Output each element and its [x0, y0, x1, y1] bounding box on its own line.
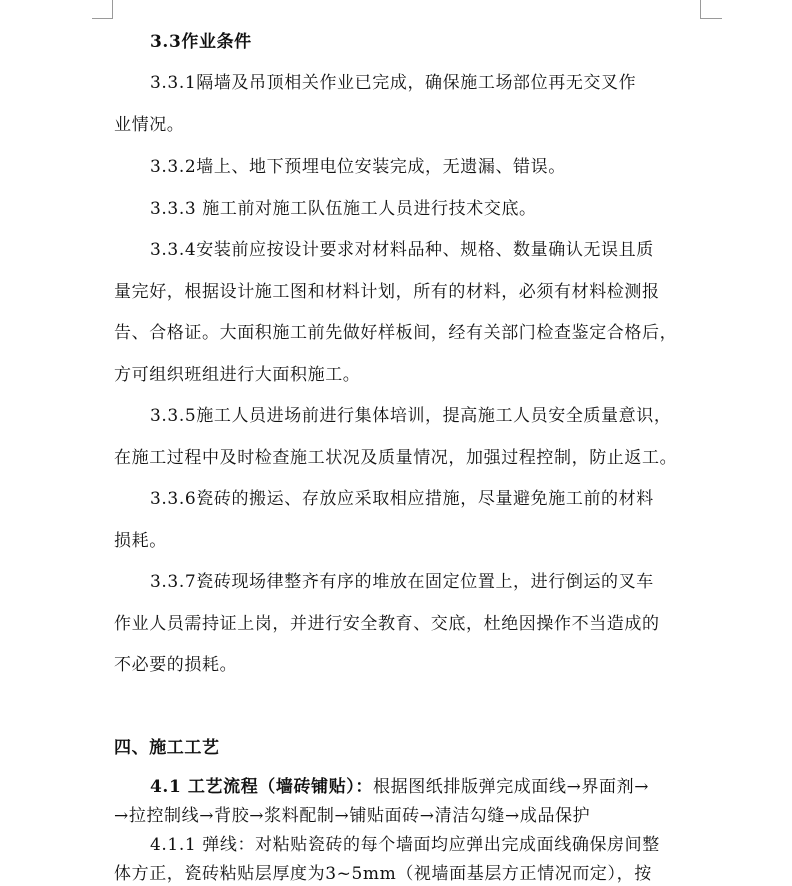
paragraph-line: 在施工过程中及时检查施工状况及质量情况，加强过程控制，防止返工。	[114, 448, 678, 468]
paragraph-line: 体方正，瓷砖粘贴层厚度为3~5mm（视墙面基层方正情况而定），按	[114, 864, 652, 884]
paragraph-line: 方可组织班组进行大面积施工。	[114, 365, 361, 385]
section-heading: 3.3作业条件	[150, 32, 252, 52]
crop-mark-top-left	[112, 0, 113, 19]
paragraph-line: 量完好，根据设计施工图和材料计划，所有的材料，必须有材料检测报	[114, 282, 660, 302]
paragraph-line: 3.3.5施工人员进场前进行集体培训，提高施工人员安全质量意识，	[150, 406, 672, 426]
paragraph-line: 3.3.2墙上、地下预埋电位安装完成，无遗漏、错误。	[150, 157, 566, 177]
crop-mark-top-left	[92, 18, 112, 19]
paragraph-line: 3.3.3 施工前对施工队伍施工人员进行技术交底。	[150, 199, 537, 219]
paragraph-line: 业情况。	[114, 115, 185, 135]
paragraph-line: 作业人员需持证上岗，并进行安全教育、交底，杜绝因操作不当造成的	[114, 614, 660, 634]
paragraph-line: 不必要的损耗。	[114, 655, 238, 675]
paragraph-line: 告、合格证。大面积施工前先做好样板间，经有关部门检查鉴定合格后，	[114, 323, 678, 343]
paragraph-text: 根据图纸排版弹完成面线→界面剂→	[373, 777, 650, 797]
paragraph-line: 3.3.6瓷砖的搬运、存放应采取相应措施，尽量避免施工前的材料	[150, 489, 654, 509]
paragraph-line	[150, 775, 649, 799]
crop-mark-top-right	[700, 18, 722, 19]
paragraph-line: 3.3.4安装前应按设计要求对材料品种、规格、数量确认无误且质	[150, 240, 654, 260]
subsection-label: 4.1 工艺流程（墙砖铺贴）：	[150, 777, 373, 797]
paragraph-line: 4.1.1 弹线：对粘贴瓷砖的每个墙面均应弹出完成面线确保房间整	[150, 835, 660, 855]
section-heading: 四、施工工艺	[114, 738, 220, 758]
paragraph-line: 3.3.7瓷砖现场律整齐有序的堆放在固定位置上，进行倒运的叉车	[150, 572, 654, 592]
paragraph-line: 损耗。	[114, 531, 167, 551]
paragraph-line: 3.3.1隔墙及吊顶相关作业已完成，确保施工场部位再无交叉作	[150, 73, 637, 93]
crop-mark-top-right	[700, 0, 701, 19]
paragraph-line: →拉控制线→背胶→浆料配制→铺贴面砖→清洁勾缝→成品保护	[114, 806, 591, 826]
